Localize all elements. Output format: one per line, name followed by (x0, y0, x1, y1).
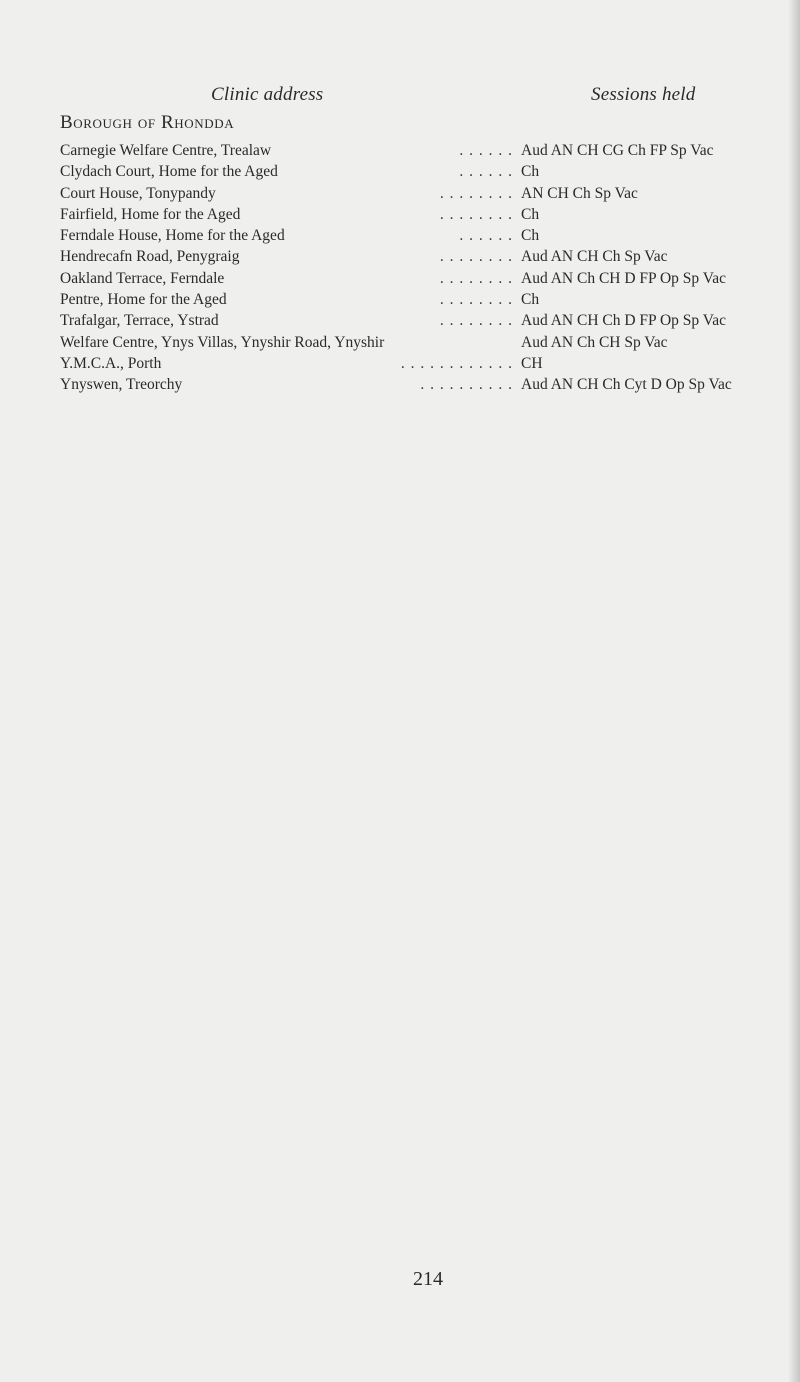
clinic-address: Welfare Centre, Ynys Villas, Ynyshir Road, Ynyshir (60, 333, 385, 351)
page-number: 214 (413, 1268, 443, 1290)
clinic-address: Oakland Terrace, Ferndale (60, 269, 225, 287)
sessions: Aud AN CH CG Ch FP Sp Vac (521, 142, 714, 159)
clinic-address: Trafalgar, Terrace, Ystrad (60, 312, 219, 330)
clinic-list (60, 142, 780, 398)
section-title: Borough of Rhondda (60, 112, 235, 133)
list-item (60, 185, 780, 206)
clinic-address: Ferndale House, Home for the Aged (60, 227, 285, 245)
list-item (60, 291, 780, 312)
sessions: AN CH Ch Sp Vac (521, 184, 638, 202)
clinic-address-heading: Clinic address (211, 84, 324, 105)
clinic-address: Court House, Tonypandy (60, 184, 216, 202)
clinic-address: Fairfield, Home for the Aged (60, 205, 241, 223)
list-item (60, 270, 780, 291)
sessions: Ch (521, 291, 540, 309)
dot-leader: . . . . . . . . (439, 269, 513, 287)
sessions: CH (521, 354, 543, 372)
dot-leader: . . . . . . . . (439, 248, 513, 266)
sessions: Aud AN CH Ch Cyt D Op Sp Vac (521, 376, 732, 394)
sessions: Ch (521, 227, 540, 245)
dot-leader: . . . . . . (459, 163, 513, 181)
dot-leader: . . . . . . . . (439, 205, 513, 223)
list-item (60, 376, 780, 397)
page-edge-shadow (788, 0, 800, 1382)
clinic-address: Pentre, Home for the Aged (60, 291, 227, 309)
sessions: Aud AN Ch CH Sp Vac (521, 333, 668, 351)
dot-leader: . . . . . . . . . . . . (400, 354, 513, 372)
sessions: Ch (521, 163, 540, 181)
list-item (60, 355, 780, 376)
dot-leader: . . . . . . (459, 142, 513, 159)
dot-leader: . . . . . . . . (439, 291, 513, 309)
list-item (60, 312, 780, 333)
clinic-address: Ynyswen, Treorchy (60, 376, 183, 394)
sessions: Aud AN CH Ch Sp Vac (521, 248, 668, 266)
dot-leader: . . . . . . . . (439, 312, 513, 330)
list-item (60, 334, 780, 355)
list-item (60, 163, 780, 184)
list-item (60, 248, 780, 269)
list-item (60, 227, 780, 248)
dot-leader: . . . . . . . . . . (420, 376, 513, 394)
list-item (60, 206, 780, 227)
dot-leader: . . . . . . (459, 227, 513, 245)
dot-leader: . . . . . . . . (439, 184, 513, 202)
sessions: Aud AN Ch CH D FP Op Sp Vac (521, 269, 726, 287)
list-item (60, 142, 780, 163)
clinic-address: Carnegie Welfare Centre, Trealaw (60, 142, 272, 159)
sessions-held-heading: Sessions held (591, 84, 696, 105)
clinic-address: Clydach Court, Home for the Aged (60, 163, 278, 181)
clinic-address: Hendrecafn Road, Penygraig (60, 248, 240, 266)
clinic-address: Y.M.C.A., Porth (60, 354, 162, 372)
sessions: Aud AN CH Ch D FP Op Sp Vac (521, 312, 726, 330)
sessions: Ch (521, 205, 540, 223)
